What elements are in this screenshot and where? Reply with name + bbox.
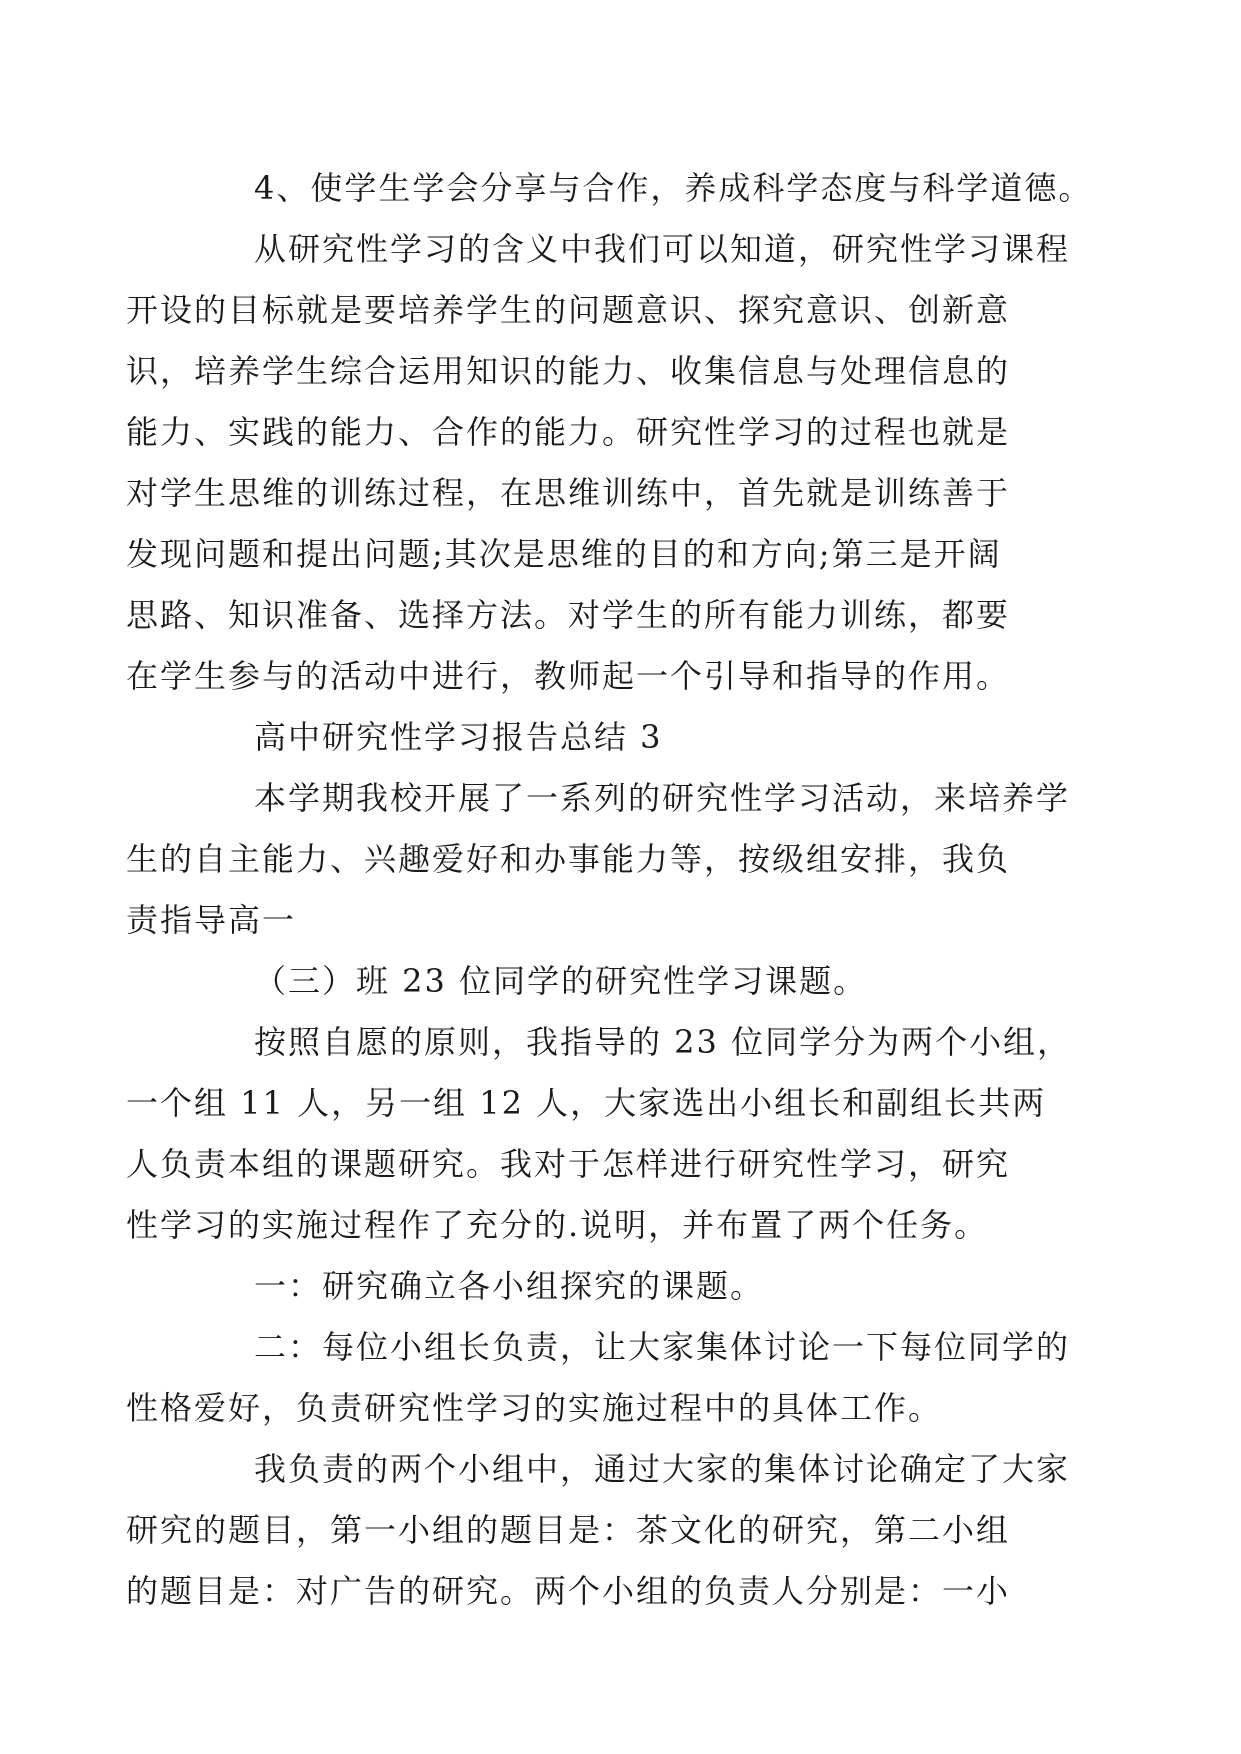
text-line: 的题目是：对广告的研究。两个小组的负责人分别是：一小 — [126, 1572, 1011, 1610]
text-line: （三）班 23 位同学的研究性学习课题。 — [254, 962, 868, 1000]
text-line: 二：每位小组长负责，让大家集体讨论一下每位同学的 — [254, 1328, 1071, 1366]
text-line: 对学生思维的训练过程，在思维训练中，首先就是训练善于 — [126, 474, 1011, 512]
text-line: 识，培养学生综合运用知识的能力、收集信息与处理信息的 — [126, 352, 1011, 390]
text-line: 在学生参与的活动中进行，教师起一个引导和指导的作用。 — [126, 657, 1011, 695]
paragraph-groups — [126, 1012, 1072, 1256]
text-line: 研究的题目，第一小组的题目是：茶文化的研究，第二小组 — [126, 1511, 1011, 1549]
paragraph-research-meaning — [126, 219, 1071, 707]
text-line: 我负责的两个小组中，通过大家的集体讨论确定了大家 — [254, 1450, 1071, 1488]
paragraph-semester-activities — [126, 768, 1071, 951]
text-line: 一个组 11 人，另一组 12 人，大家选出小组长和副组长共两 — [126, 1084, 1047, 1122]
text-line: 4、使学生学会分享与合作，养成科学态度与科学道德。 — [254, 169, 1093, 207]
text-line: 从研究性学习的含义中我们可以知道，研究性学习课程 — [254, 230, 1071, 268]
paragraph-class-topic — [190, 951, 1050, 1012]
text-line: 生的自主能力、兴趣爱好和办事能力等，按级组安排，我负 — [126, 840, 1011, 878]
text-line: 思路、知识准备、选择方法。对学生的所有能力训练，都要 — [126, 596, 1011, 634]
section-heading — [190, 707, 1050, 768]
paragraph-task-2 — [126, 1317, 1071, 1439]
heading-text: 高中研究性学习报告总结 3 — [254, 718, 663, 756]
paragraph-topics — [126, 1439, 1071, 1622]
text-line: 本学期我校开展了一系列的研究性学习活动，来培养学 — [254, 779, 1071, 817]
text-line: 性格爱好，负责研究性学习的实施过程中的具体工作。 — [126, 1389, 943, 1427]
text-line: 开设的目标就是要培养学生的问题意识、探究意识、创新意 — [126, 291, 1011, 329]
text-line: 一：研究确立各小组探究的课题。 — [254, 1267, 765, 1305]
paragraph-task-1 — [190, 1256, 1050, 1317]
paragraph-goal-4 — [190, 158, 1093, 219]
text-line: 按照自愿的原则，我指导的 23 位同学分为两个小组， — [254, 1023, 1072, 1061]
text-line: 责指导高一 — [126, 901, 297, 939]
text-line: 能力、实践的能力、合作的能力。研究性学习的过程也就是 — [126, 413, 1011, 451]
document-body — [126, 158, 1093, 1622]
text-line: 发现问题和提出问题;其次是思维的目的和方向;第三是开阔 — [126, 535, 1002, 573]
text-line: 人负责本组的课题研究。我对于怎样进行研究性学习，研究 — [126, 1145, 1011, 1183]
text-line: 性学习的实施过程作了充分的.说明，并布置了两个任务。 — [126, 1206, 989, 1244]
